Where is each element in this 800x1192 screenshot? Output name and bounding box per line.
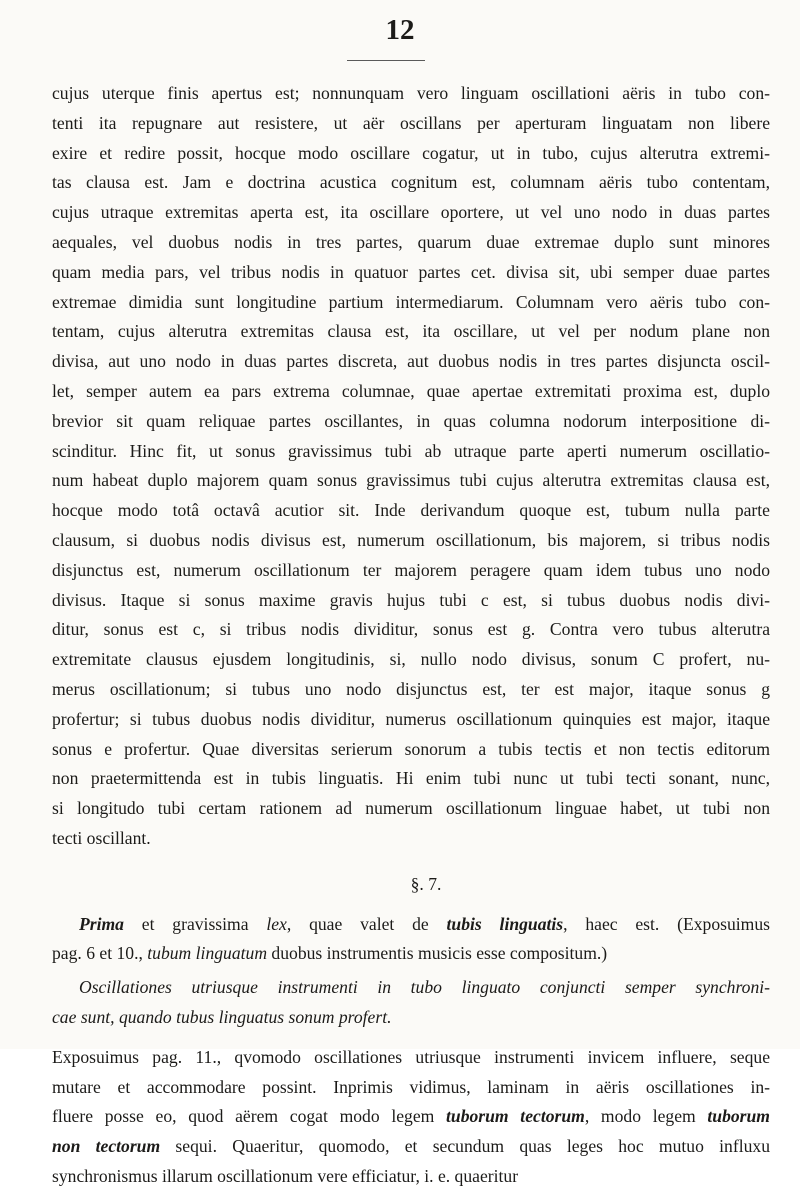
paragraph-1-line: extremae dimidia sunt longitudine partium intermediarum. Columnam vero aëris tubo con- <box>52 291 770 312</box>
first-word: Prima <box>79 913 124 934</box>
paragraph-1-line: brevior sit quam reliquae partes oscillantes, in quas columna nodorum interpositione di- <box>52 410 770 431</box>
paragraph-2-line: Prima et gravissima lex, quae valet de tubis linguatis, haec est. (Exposuimus <box>79 913 770 934</box>
paragraph-1 <box>52 79 770 854</box>
paragraph-1-line: extremitate clausus ejusdem longitudinis, si, nullo nodo divisus, sonum C profert, nu- <box>52 649 770 670</box>
paragraph-3-line: synchronismus illarum oscillationum vere efficiatur, i. e. quaeritur <box>52 1165 519 1186</box>
paragraph-1-line: clausum, si duobus nodis divisus est, numerum oscillationum, bis majorem, si tribus nodis <box>52 529 770 550</box>
paragraph-1-line: disjunctus est, numerum oscillationum ter majorem peragere quam idem tubus uno nodo <box>52 559 770 580</box>
law-line: cae sunt, quando tubus linguatus sonum profert. <box>52 1006 392 1027</box>
paragraph-1-line: tenti ita repugnare aut resistere, ut aër oscillans per aperturam linguatam non libere <box>52 112 770 133</box>
paragraph-1-line: tentam, cujus alterutra extremitas clausa est, ita oscillare, ut vel per nodum plane non <box>52 321 770 342</box>
law-line: Oscillationes utriusque instrumenti in tubo linguato conjuncti semper synchroni- <box>79 977 770 998</box>
section-heading: §. 7. <box>410 873 442 894</box>
paragraph-1-line: sonus e profertur. Quae diversitas serierum sonorum a tubis tectis et non tectis editorum <box>52 738 770 759</box>
paragraph-1-line: divisus. Itaque si sonus maxime gravis hujus tubi c est, si tubus duobus nodis divi- <box>52 589 770 610</box>
paragraph-1-line: quam media pars, vel tribus nodis in quatuor partes cet. divisa sit, ubi semper duae partes <box>52 261 770 282</box>
paragraph-1-line: tecti oscillant. <box>52 827 151 848</box>
paragraph-1-line: non praetermittenda est in tubis linguatis. Hi enim tubi nunc ut tubi tecti sonant, nunc, <box>52 768 770 789</box>
paragraph-1-line: hocque modo totâ octavâ acutior sit. Inde derivandum quoque est, tubum nulla parte <box>52 500 770 521</box>
paragraph-2-line: pag. 6 et 10., tubum linguatum duobus instrumentis musicis esse compositum.) <box>52 943 608 964</box>
law-statement <box>52 973 770 1033</box>
paragraph-1-line: tas clausa est. Jam e doctrina acustica cognitum est, columnam aëris tubo contentam, <box>52 172 770 193</box>
paragraph-1-line: cujus uterque finis apertus est; nonnunquam vero linguam oscillationi aëris in tubo con- <box>52 83 770 103</box>
paragraph-1-line: si longitudo tubi certam rationem ad numerum oscillationum linguae habet, ut tubi non <box>52 798 770 819</box>
paragraph-1-line: let, semper autem ea pars extrema columnae, quae apertae extremitati proxima est, duplo <box>52 380 770 401</box>
paragraph-3 <box>52 1043 770 1192</box>
paragraph-1-line: cujus utraque extremitas aperta est, ita oscillare oportere, ut vel uno nodo in duas partes <box>52 202 770 223</box>
term-tubis-linguatis: tubis linguatis <box>446 913 564 934</box>
paragraph-3-line: mutare et accommodare possint. Inprimis vidimus, laminam in aëris oscillationes in- <box>52 1076 770 1097</box>
term-lex: lex <box>266 913 287 934</box>
paragraph-3-line: Exposuimus pag. 11., qvomodo oscillationes utriusque instrumenti invicem influere, seque <box>52 1046 770 1067</box>
paragraph-2 <box>52 910 770 970</box>
page-number: 12 <box>385 14 415 46</box>
paragraph-3-line: non tectorum sequi. Quaeritur, quomodo, et secundum quas leges hoc mutuo influxu <box>52 1136 770 1157</box>
header-rule <box>347 60 425 61</box>
paragraph-1-line: profertur; si tubus duobus nodis dividitur, numerus oscillationum quinquies est major, itaque <box>52 708 770 729</box>
paragraph-1-line: num habeat duplo majorem quam sonus gravissimus tubi cujus alterutra extremitas clausa est, <box>52 470 770 491</box>
paragraph-1-line: scinditur. Hinc fit, ut sonus gravissimus tubi ab utraque parte aperti numerum oscillatio- <box>52 440 770 461</box>
paragraph-1-line: ditur, sonus est c, si tribus nodis dividitur, sonus est g. Contra vero tubus alterutra <box>52 619 770 640</box>
paragraph-1-line: merus oscillationum; si tubus uno nodo disjunctus est, ter est major, itaque sonus g <box>52 678 770 699</box>
paragraph-1-line: exire et redire possit, hocque modo oscillare cogatur, ut in tubo, cujus alterutra extremi- <box>52 142 770 163</box>
paragraph-1-line: divisa, aut uno nodo in duas partes discreta, aut duobus nodis in tres partes disjuncta oscil- <box>52 351 770 372</box>
paragraph-1-line: aequales, vel duobus nodis in tres partes, quarum duae extremae duplo sunt minores <box>52 231 770 252</box>
body-text <box>52 79 770 1192</box>
paragraph-3-line: fluere posse eo, quod aërem cogat modo legem tuborum tectorum, modo legem tuborum <box>52 1106 770 1127</box>
